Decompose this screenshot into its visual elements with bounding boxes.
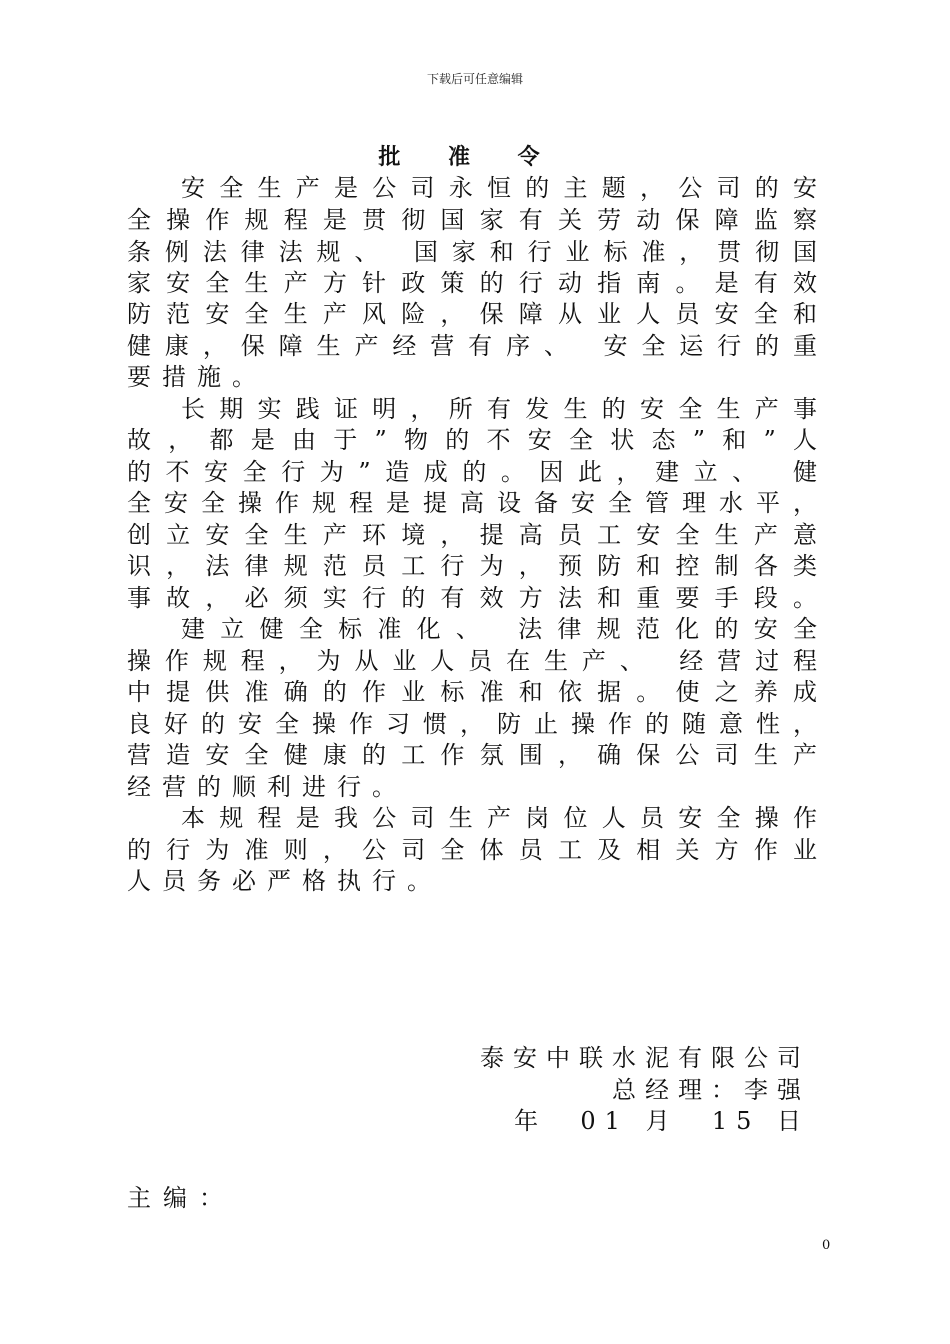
body-line: 操作规程，为从业人员在生产、 经营过程 (127, 647, 817, 675)
editor-label: 主编： (127, 1184, 235, 1212)
page-number: 0 (822, 1238, 831, 1253)
body-line: 营造安全健康的工作氛围，确保公司生产 (127, 741, 817, 769)
body-line: 全操作规程是贯彻国家有关劳动保障监察 (127, 206, 817, 234)
body-line: 事故，必须实行的有效方法和重要手段。 (127, 584, 817, 612)
body-line: 建立健全标准化、 法律规范化的安全 (181, 615, 817, 643)
signature-date: 年 01 月 15 日 (514, 1107, 810, 1135)
body-line: 良好的安全操作习惯，防止操作的随意性， (127, 710, 817, 738)
body-line: 防范安全生产风险，保障从业人员安全和 (127, 300, 817, 328)
body-line: 要措施。 (127, 363, 267, 391)
body-line: 的行为准则，公司全体员工及相关方作业 (127, 836, 817, 864)
body-line: 长期实践证明，所有发生的安全生产事 (181, 395, 817, 423)
body-line: 识，法律规范员工行为，预防和控制各类 (127, 552, 817, 580)
body-line: 创立安全生产环境，提高员工安全生产意 (127, 521, 817, 549)
signature-company: 泰安中联水泥有限公司 (480, 1044, 810, 1072)
header-note: 下载后可任意编辑 (426, 72, 523, 86)
document-title: 批 准 令 (378, 144, 560, 170)
body-line: 中提供准确的作业标准和依据。使之养成 (127, 678, 817, 706)
body-line: 健康，保障生产经营有序、 安全运行的重 (127, 332, 817, 360)
signature-manager: 总经理：李强 (612, 1076, 810, 1104)
body-line: 全安全操作规程是提高设备安全管理水平， (127, 489, 817, 517)
body-line: 经营的顺利进行。 (127, 773, 407, 801)
body-line: 故，都是由于”物的不安全状态”和”人 (127, 426, 817, 454)
body-line: 人员务必严格执行。 (127, 867, 442, 895)
body-line: 的不安全行为”造成的。因此，建立、 健 (127, 458, 817, 486)
body-line: 安全生产是公司永恒的主题，公司的安 (181, 174, 817, 202)
body-line: 条例法律法规、 国家和行业标准，贯彻国 (127, 238, 817, 266)
body-line: 本规程是我公司生产岗位人员安全操作 (181, 804, 817, 832)
body-line: 家安全生产方针政策的行动指南。是有效 (127, 269, 817, 297)
